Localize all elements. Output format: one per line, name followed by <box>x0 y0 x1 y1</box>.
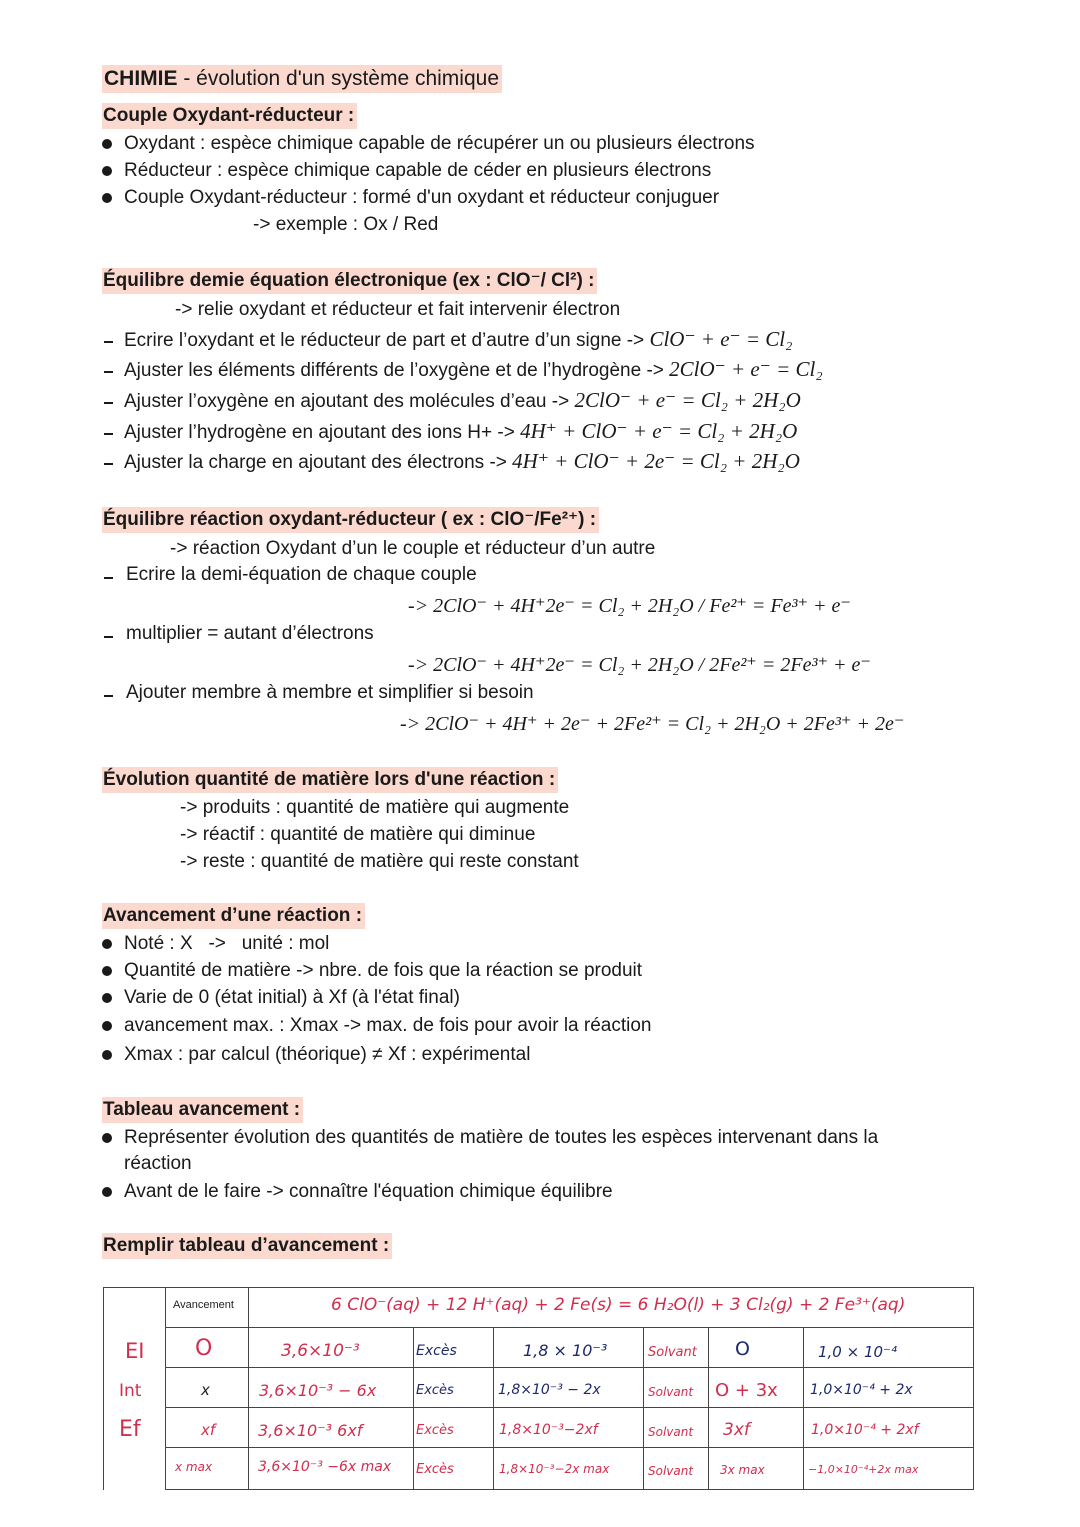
bullet-dot <box>102 939 112 949</box>
list-item-continuation: réaction <box>124 1153 192 1174</box>
table-cell: Solvant <box>648 1385 694 1399</box>
step-line <box>124 356 823 384</box>
table-cell: Solvant <box>648 1464 694 1478</box>
bullet-dot <box>102 1021 112 1031</box>
table-row-line <box>165 1367 974 1368</box>
example-line: -> exemple : Ox / Red <box>253 214 439 235</box>
table-column-line <box>248 1287 249 1490</box>
table-cell: 1,0 × 10⁻⁴ <box>818 1343 897 1361</box>
list-item: Xmax : par calcul (théorique) ≠ Xf : expérimental <box>124 1044 531 1065</box>
bullet-dot <box>102 993 112 1003</box>
section-heading-demi-equation <box>102 268 597 294</box>
table-row-line <box>165 1447 974 1448</box>
dash-marker <box>104 577 113 579</box>
table-cell: 1,8×10⁻³ − 2x <box>498 1382 601 1398</box>
step-text: Ajuster l’hydrogène en ajoutant des ions H+ -> <box>124 422 521 443</box>
bullet-dot <box>102 139 112 149</box>
table-cell: −1,0×10⁻⁴+2x max <box>808 1463 919 1476</box>
dash-marker <box>104 695 113 697</box>
table-column-line <box>165 1287 166 1490</box>
table-cell: Excès <box>416 1423 454 1438</box>
table-cell: 3x max <box>720 1463 765 1477</box>
list-item: Réducteur : espèce chimique capable de céder en plusieurs électrons <box>124 160 712 181</box>
table-cell: 3xf <box>723 1420 750 1440</box>
bullet-dot <box>102 1050 112 1060</box>
section-heading-matter-evolution: Évolution quantité de matière lors d'une réaction : <box>102 767 558 793</box>
row-label: EI <box>125 1339 145 1363</box>
table-cell: x max <box>175 1460 213 1474</box>
table-cell: O <box>195 1336 213 1361</box>
list-item: Noté : X -> unité : mol <box>124 933 330 954</box>
table-row-line <box>165 1407 974 1408</box>
bullet-dot <box>102 966 112 976</box>
table-cell: Excès <box>416 1462 454 1477</box>
table-cell: 1,0×10⁻⁴ + 2x <box>810 1382 913 1398</box>
page-title <box>102 65 502 93</box>
section-heading-avancement: Avancement d’une réaction : <box>102 903 365 929</box>
bullet-dot <box>102 166 112 176</box>
row-label: Int <box>119 1381 142 1401</box>
table-column-line <box>643 1327 644 1490</box>
section-heading-couple: Couple Oxydant-réducteur : <box>102 103 357 129</box>
dash-marker <box>104 341 113 343</box>
table-column-line <box>803 1327 804 1490</box>
table-cell: xf <box>201 1421 216 1439</box>
dash-marker <box>104 402 113 404</box>
table-right-border <box>973 1287 974 1490</box>
list-item: Avant de le faire -> connaître l'équation chimique équilibre <box>124 1181 613 1202</box>
list-item: Quantité de matière -> nbre. de fois que la réaction se produit <box>124 960 643 981</box>
step-text: Ajuster les éléments différents de l’oxygène et de l’hydrogène -> <box>124 360 670 381</box>
table-equation: 6 ClO⁻(aq) + 12 H⁺(aq) + 2 Fe(s) = 6 H₂O(l) + 3 Cl₂(g) + 2 Fe³⁺(aq) <box>331 1295 906 1315</box>
advancement-table <box>103 1287 974 1490</box>
step-text: Ecrire l’oxydant et le réducteur de part et d’autre d’un signe -> <box>124 330 650 351</box>
step-line: multiplier = autant d’électrons <box>126 623 374 644</box>
list-item: Couple Oxydant-réducteur : formé d'un oxydant et réducteur conjuguer <box>124 187 720 208</box>
table-row-line <box>165 1327 974 1328</box>
intro-line: -> relie oxydant et réducteur et fait intervenir électron <box>175 299 621 320</box>
bullet-dot <box>102 1187 112 1197</box>
list-item: Oxydant : espèce chimique capable de récupérer un ou plusieurs électrons <box>124 133 755 154</box>
table-column-line <box>413 1327 414 1490</box>
step-text: Ajuster l’oxygène en ajoutant des molécules d’eau -> <box>124 391 575 412</box>
step-line <box>124 387 801 415</box>
step-line <box>124 326 792 354</box>
section-heading-tableau: Tableau avancement : <box>102 1097 303 1123</box>
bullet-dot <box>102 193 112 203</box>
step-equation: 4H⁺ + ClO⁻ + 2e⁻ = Cl₂ + 2H₂O <box>512 449 800 473</box>
section-heading-redox-reaction: Équilibre réaction oxydant-réducteur ( ex : ClO⁻/Fe²⁺) : <box>102 507 599 533</box>
list-item: Varie de 0 (état initial) à Xf (à l'état final) <box>124 987 460 1008</box>
list-item: Représenter évolution des quantités de matière de toutes les espèces intervenant dans la <box>124 1127 879 1148</box>
row-label: Ef <box>119 1417 141 1442</box>
equation-line: -> 2ClO⁻ + 4H⁺2e⁻ = Cl₂ + 2H₂O / Fe²⁺ = Fe³⁺ + e⁻ <box>408 595 851 617</box>
table-top-border <box>103 1287 974 1288</box>
table-cell: x <box>201 1381 210 1399</box>
title-main: CHIMIE <box>104 67 178 90</box>
equation-line: -> 2ClO⁻ + 4H⁺ + 2e⁻ + 2Fe²⁺ = Cl₂ + 2H₂O + 2Fe³⁺ + 2e⁻ <box>400 713 905 735</box>
dash-marker <box>104 463 113 465</box>
list-item: -> réactif : quantité de matière qui diminue <box>180 824 536 845</box>
table-cell: Excès <box>416 1383 454 1398</box>
step-equation: 4H⁺ + ClO⁻ + e⁻ = Cl₂ + 2H₂O <box>520 419 798 443</box>
table-cell: 3,6×10⁻³ <box>281 1341 360 1361</box>
table-cell: Solvant <box>648 1425 694 1439</box>
table-header-label: Avancement <box>173 1299 234 1311</box>
step-line <box>124 418 797 446</box>
list-item: avancement max. : Xmax -> max. de fois pour avoir la réaction <box>124 1015 652 1036</box>
step-line: Ajouter membre à membre et simplifier si besoin <box>126 682 534 703</box>
section-heading-remplir: Remplir tableau d’avancement : <box>102 1233 392 1259</box>
table-cell: 3,6×10⁻³ −6x max <box>258 1459 392 1475</box>
table-cell: 1,8×10⁻³−2x max <box>499 1462 610 1476</box>
table-cell: 1,8×10⁻³−2xf <box>499 1422 598 1438</box>
table-cell: Solvant <box>648 1345 697 1360</box>
table-left-border <box>103 1287 104 1490</box>
table-cell: O <box>735 1338 750 1360</box>
intro-line: -> réaction Oxydant d’un le couple et réducteur d’un autre <box>170 538 656 559</box>
table-cell: 1,0×10⁻⁴ + 2xf <box>811 1422 919 1438</box>
title-rest: - évolution d'un système chimique <box>177 67 500 90</box>
dash-marker <box>104 636 113 638</box>
table-cell: 3,6×10⁻³ 6xf <box>258 1421 363 1440</box>
table-column-line <box>493 1327 494 1490</box>
step-line <box>124 448 800 476</box>
table-cell: 1,8 × 10⁻³ <box>523 1341 608 1360</box>
table-column-line <box>708 1327 709 1490</box>
table-row-line <box>165 1489 974 1490</box>
dash-marker <box>104 433 113 435</box>
heading-text: Équilibre demie équation électronique (ex : ClO⁻/ Cl²) : <box>103 270 595 291</box>
table-cell: 3,6×10⁻³ − 6x <box>259 1381 377 1400</box>
equation-line: -> 2ClO⁻ + 4H⁺2e⁻ = Cl₂ + 2H₂O / 2Fe²⁺ = 2Fe³⁺ + e⁻ <box>408 654 871 676</box>
table-cell: O + 3x <box>715 1380 778 1401</box>
step-equation: ClO⁻ + e⁻ = Cl₂ <box>649 327 793 351</box>
step-equation: 2ClO⁻ + e⁻ = Cl₂ + 2H₂O <box>574 388 801 412</box>
dash-marker <box>104 371 113 373</box>
table-cell: Excès <box>416 1343 457 1359</box>
bullet-dot <box>102 1133 112 1143</box>
step-text: Ajuster la charge en ajoutant des électrons -> <box>124 452 513 473</box>
list-item: -> reste : quantité de matière qui reste constant <box>180 851 579 872</box>
step-line: Ecrire la demi-équation de chaque couple <box>126 564 477 585</box>
list-item: -> produits : quantité de matière qui augmente <box>180 797 570 818</box>
step-equation: 2ClO⁻ + e⁻ = Cl₂ <box>669 357 823 381</box>
